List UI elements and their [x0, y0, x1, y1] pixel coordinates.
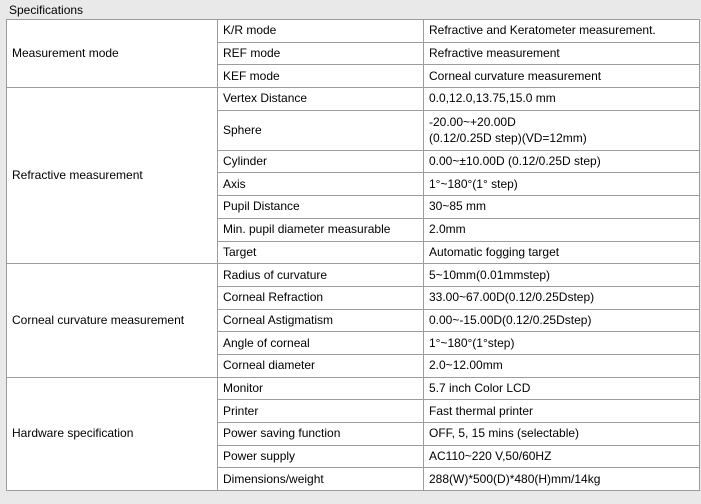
item-label: Axis	[218, 173, 424, 196]
item-value: Fast thermal printer	[424, 400, 700, 423]
item-value: 30~85 mm	[424, 196, 700, 219]
item-value: 288(W)*500(D)*480(H)mm/14kg	[424, 468, 700, 491]
table-row	[7, 264, 700, 287]
item-value: Refractive and Keratometer measurement.	[424, 20, 700, 43]
item-label: Pupil Distance	[218, 196, 424, 219]
table-row	[7, 20, 700, 43]
item-label: Corneal Astigmatism	[218, 310, 424, 333]
item-label: Printer	[218, 400, 424, 423]
item-value: 2.0mm	[424, 219, 700, 242]
item-value: OFF, 5, 15 mins (selectable)	[424, 423, 700, 446]
item-label: Angle of corneal	[218, 332, 424, 355]
item-value: AC110~220 V,50/60HZ	[424, 446, 700, 469]
item-label: Corneal Refraction	[218, 287, 424, 310]
group-label: Measurement mode	[7, 20, 218, 88]
item-value: Refractive measurement	[424, 43, 700, 66]
item-value-line-1: -20.00~+20.00D	[429, 115, 516, 130]
group-label: Refractive measurement	[7, 88, 218, 264]
item-value-line-2: (0.12/0.25D step)(VD=12mm)	[429, 131, 587, 146]
item-label: Power supply	[218, 446, 424, 469]
item-value	[424, 111, 700, 151]
item-value: 0.0,12.0,13.75,15.0 mm	[424, 88, 700, 111]
item-label: Corneal diameter	[218, 355, 424, 378]
item-value: 5.7 inch Color LCD	[424, 378, 700, 401]
item-value: Corneal curvature measurement	[424, 65, 700, 88]
item-value: 33.00~67.00D(0.12/0.25Dstep)	[424, 287, 700, 310]
item-label: Target	[218, 242, 424, 265]
item-label: KEF mode	[218, 65, 424, 88]
item-value: 1°~180°(1° step)	[424, 173, 700, 196]
item-label: Sphere	[218, 111, 424, 151]
item-label: Radius of curvature	[218, 264, 424, 287]
table-row	[7, 378, 700, 401]
item-value: 0.00~±10.00D (0.12/0.25D step)	[424, 151, 700, 174]
item-value: 0.00~-15.00D(0.12/0.25Dstep)	[424, 310, 700, 333]
group-label: Corneal curvature measurement	[7, 264, 218, 377]
item-value: 2.0~12.00mm	[424, 355, 700, 378]
item-label: Dimensions/weight	[218, 468, 424, 491]
item-value: Automatic fogging target	[424, 242, 700, 265]
item-label: Min. pupil diameter measurable	[218, 219, 424, 242]
page-heading: Specifications	[9, 3, 84, 17]
group-label: Hardware specification	[7, 378, 218, 491]
item-label: K/R mode	[218, 20, 424, 43]
item-value: 1°~180°(1°step)	[424, 332, 700, 355]
item-label: Monitor	[218, 378, 424, 401]
item-label: REF mode	[218, 43, 424, 66]
specifications-table	[6, 19, 700, 491]
item-label: Power saving function	[218, 423, 424, 446]
item-label: Vertex Distance	[218, 88, 424, 111]
item-label: Cylinder	[218, 151, 424, 174]
item-value: 5~10mm(0.01mmstep)	[424, 264, 700, 287]
table-row	[7, 88, 700, 111]
